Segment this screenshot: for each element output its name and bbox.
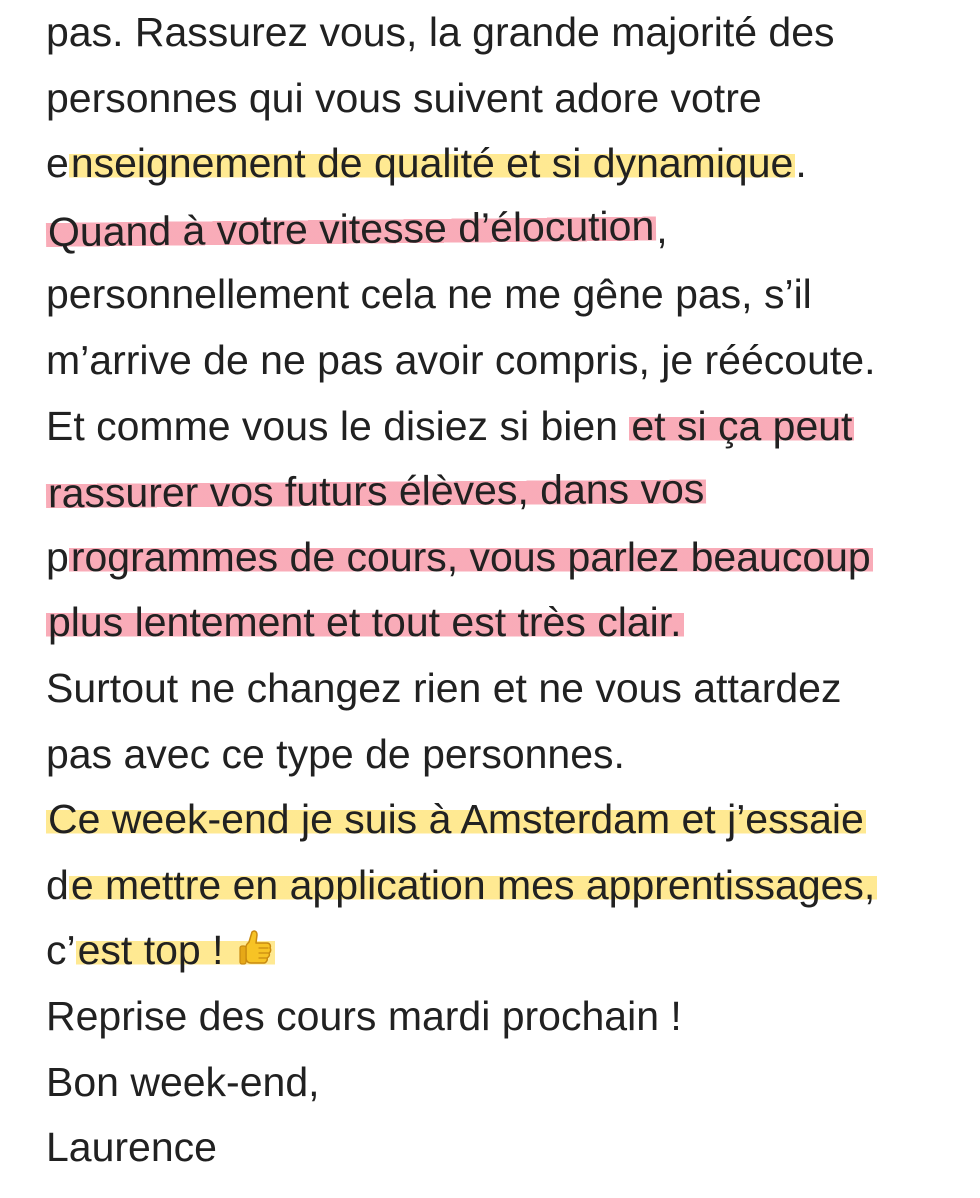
- text-line: [46, 590, 966, 656]
- text-line: [46, 131, 966, 197]
- text-line: [46, 0, 966, 66]
- text-line: [46, 459, 966, 525]
- text-line: [46, 328, 966, 394]
- text-segment: Reprise des cours mardi prochain !: [46, 992, 682, 1039]
- text-segment: .: [795, 140, 807, 187]
- text-line: [46, 394, 966, 460]
- text-segment: personnes qui vous suivent adore votre: [46, 74, 762, 121]
- pink-highlight: rassurer vos futurs élèves, dans vos: [47, 465, 705, 517]
- message-body: [46, 0, 966, 1198]
- yellow-highlight-with-emoji: [76, 927, 275, 973]
- text-segment: pas. Rassurez vous, la grande majorité des: [46, 9, 835, 55]
- text-line: [46, 262, 966, 328]
- text-line: [46, 722, 966, 788]
- text-line: [46, 787, 966, 853]
- text-segment: d: [46, 861, 69, 908]
- signature-name: Laurence: [46, 1124, 217, 1171]
- text-segment: pas avec ce type de personnes.: [46, 730, 625, 777]
- thumbs-up-icon: [239, 928, 273, 972]
- text-segment: personnellement cela ne me gêne pas, s’il: [46, 271, 812, 318]
- pink-highlight: Quand à votre vitesse d’élocution: [47, 202, 655, 255]
- text-line: [46, 525, 966, 591]
- text-segment: e: [46, 140, 69, 187]
- pink-highlight: plus lentement et tout est très clair.: [48, 599, 682, 646]
- text-segment: m’arrive de ne pas avoir compris, je réécoute.: [46, 336, 876, 383]
- text-segment: p: [46, 533, 69, 580]
- text-segment: c’: [46, 927, 76, 974]
- text-line: [46, 984, 966, 1050]
- text-line: [46, 66, 966, 132]
- text-line: [46, 918, 966, 984]
- pink-highlight: et si ça peut: [631, 402, 853, 449]
- text-line: [46, 1050, 966, 1116]
- signature-line: [46, 1115, 966, 1181]
- text-segment: Et comme vous le disiez si bien: [46, 402, 630, 449]
- yellow-highlight: nseignement de qualité et si dynamique: [70, 140, 794, 187]
- text-segment: Surtout ne changez rien et ne vous attardez: [46, 664, 842, 711]
- text-segment: ,: [656, 205, 668, 252]
- yellow-highlight: Ce week-end je suis à Amsterdam et j’essaie: [48, 796, 864, 843]
- text-line: [46, 197, 966, 263]
- yellow-highlight: e mettre en application mes apprentissages,: [70, 861, 876, 908]
- text-line: [46, 656, 966, 722]
- text-line: [46, 853, 966, 919]
- pink-highlight: rogrammes de cours, vous parlez beaucoup: [70, 533, 871, 580]
- text-segment: Bon week-end,: [46, 1058, 320, 1105]
- text-segment: est top !: [77, 927, 235, 974]
